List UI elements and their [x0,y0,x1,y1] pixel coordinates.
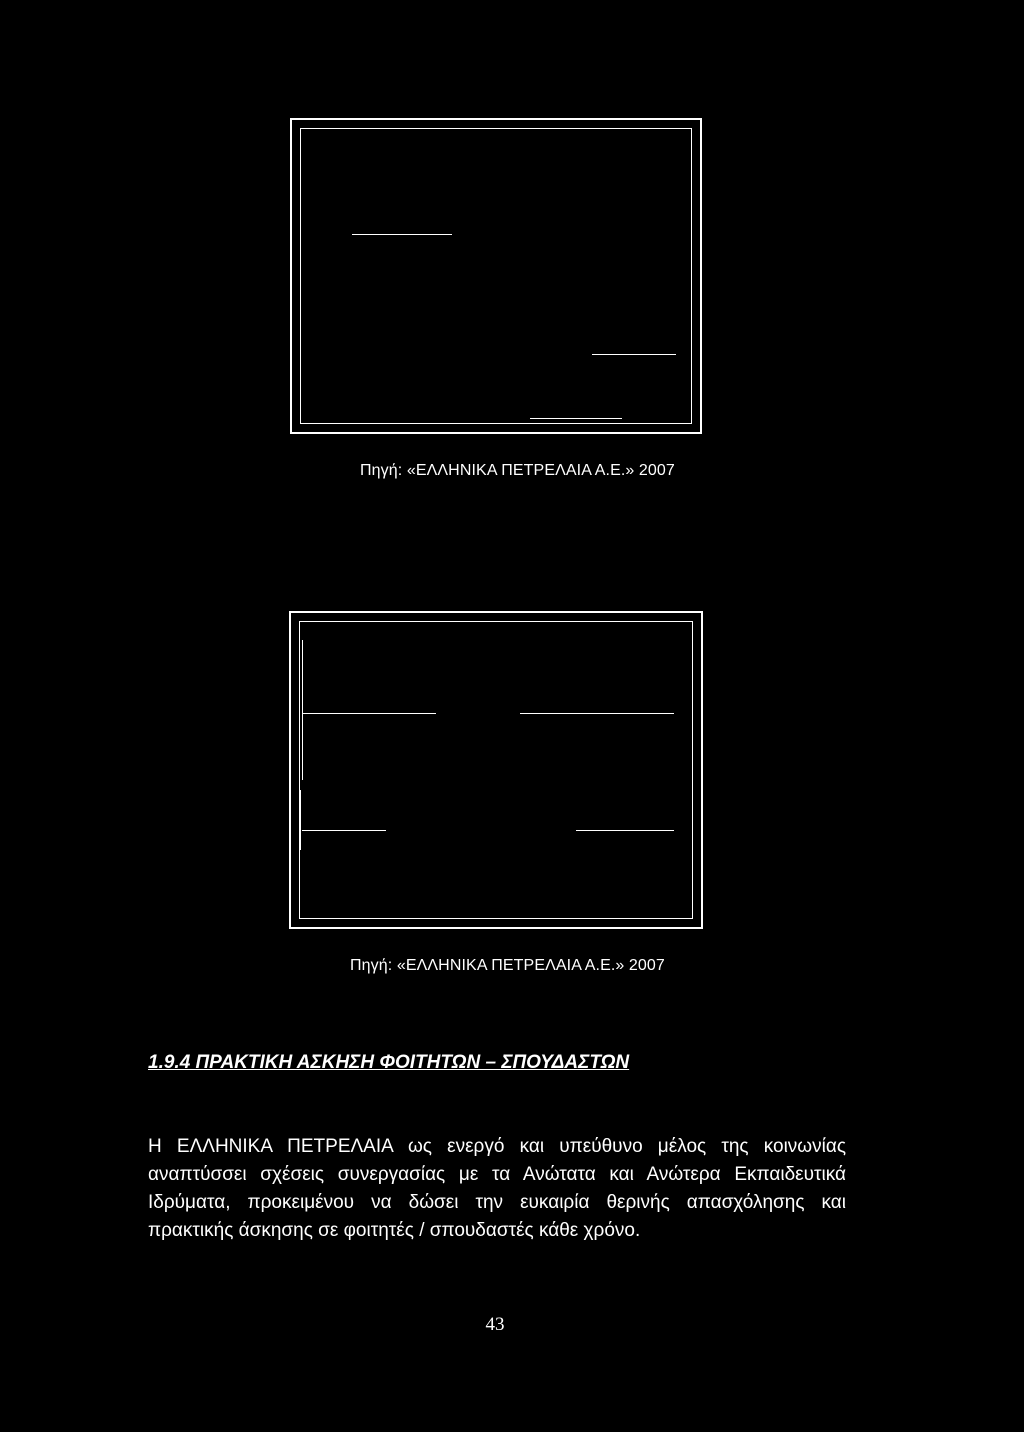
figure-2-caption: Πηγή: «ΕΛΛΗΝΙΚΑ ΠΕΤΡΕΛΑΙΑ Α.Ε.» 2007 [350,957,665,974]
figure-1-line [530,418,622,419]
figure-1-line [352,234,452,235]
figure-1-caption: Πηγή: «ΕΛΛΗΝΙΚΑ ΠΕΤΡΕΛΑΙΑ Α.Ε.» 2007 [360,462,675,479]
figure-2-line [302,830,386,831]
paragraph-line: αναπτύσσει σχέσεις συνεργασίας με τα Ανώτατα και Ανώτερα Εκπαιδευτικά [148,1164,846,1185]
figure-2-line [300,790,301,850]
figure-2-line [576,830,674,831]
body-paragraph [148,1133,846,1245]
section-heading: 1.9.4 ΠΡΑΚΤΙΚΗ ΑΣΚΗΣΗ ΦΟΙΤΗΤΩΝ – ΣΠΟΥΔΑΣΤΩΝ [148,1052,630,1073]
figure-2-line [520,713,674,714]
figure-1-line [592,354,676,355]
page-number: 43 [485,1314,505,1335]
paragraph-line: πρακτικής άσκησης σε φοιτητές / σπουδαστές κάθε χρόνο. [148,1220,641,1241]
paragraph-line: Ιδρύματα, προκειμένου να δώσει την ευκαιρία θερινής απασχόλησης και [148,1192,846,1213]
figure-2-line [302,713,436,714]
figure-2-frame [289,611,703,929]
paragraph-line: Η ΕΛΛΗΝΙΚΑ ΠΕΤΡΕΛΑΙΑ ως ενεργό και υπεύθυνο μέλος της κοινωνίας [148,1136,846,1157]
figure-1-frame [290,118,702,434]
figure-2-line [302,640,303,780]
figure-1-inner-frame [300,128,692,424]
figure-2-inner-frame [299,621,693,919]
